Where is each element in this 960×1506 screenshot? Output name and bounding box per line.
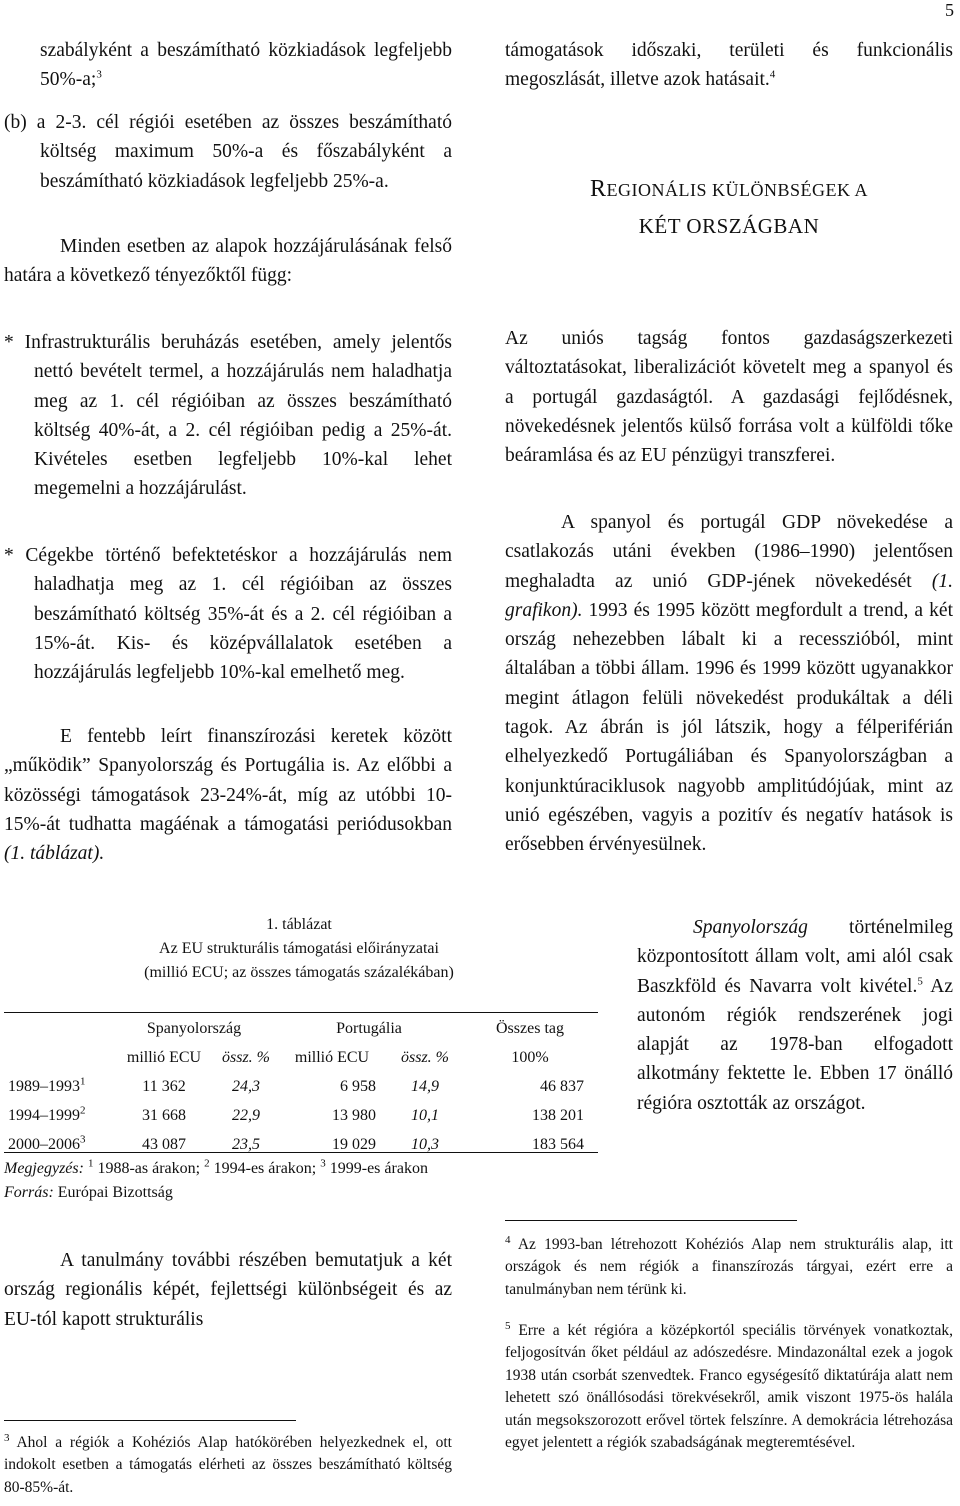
section-heading	[505, 171, 953, 244]
period-text: 1994–1999	[8, 1106, 80, 1124]
es-value: 11 362	[142, 1077, 186, 1095]
source-label: Forrás:	[4, 1184, 54, 1201]
right-paragraph-2-part-b: 1993 és 1995 között megfordult a trend, a két ország nehezebben lábalt ki a recesszióból, mint általában a többi állam. 1996 és 1999 között ugyanakkor megint átlagon felüli növekedést produkáltak a déli tagok. Az ábrán is jól látszik, hogy a félperiférián elhelyezkedő Portugáliában és Spanyolországban a konjunktúraciklusok nagyobb amplitúdójúak, mint az unió egészében, vagyis a pozitív és negatív hatások is erősebben érvényesülnek.	[505, 599, 953, 856]
pt-value: 13 980	[332, 1106, 376, 1124]
table-subtitle: (millió ECU; az összes támogatás százalékában)	[144, 964, 454, 981]
period-sup: 2	[80, 1104, 86, 1117]
left-paragraph-3: A tanulmány további részében bemutatjuk a két ország regionális képét, fejlettségi különbségeit és az EU-tól kapott strukturális	[4, 1250, 452, 1330]
subheader-pt-pct: össz. %	[400, 1048, 449, 1066]
footnote-4-text: Az 1993-ban létrehozott Kohéziós Alap nem strukturális alap, itt országok és nem régiók a finanszírozás tárgyai, ezért erre a tanulmányban nem térünk ki.	[505, 1236, 953, 1298]
period-sup: 1	[80, 1075, 86, 1088]
es-pct: 23,5	[232, 1135, 260, 1153]
right-paragraph-3-part-a: történelmileg központosított állam volt, ami alól csak Baszkföld és Navarra volt kivétel.	[637, 917, 953, 997]
table-title: Az EU strukturális támogatási előirányzatai	[159, 940, 439, 957]
table-label: 1. táblázat	[266, 916, 332, 933]
footnote-3	[4, 1432, 452, 1499]
section-heading-smallcaps: EGIONÁLIS KÜLÖNBSÉGEK A	[606, 180, 868, 200]
table-notes	[4, 1157, 604, 1205]
bullet-companies: * Cégekbe történő befektetéskor a hozzájárulás nem haladhatja meg az 1. cél régióiban az összes beszámítható költség 35%-át és a 2. cél régióiban a 15%-át. Kis- és középvállalatok esetében a hozzájárulás legfeljebb 10%-kal emelhető meg.	[4, 545, 452, 684]
note-2: 1994-es árakon;	[213, 1160, 317, 1177]
period-cell	[4, 1072, 112, 1101]
subheader-es-mecu: millió ECU	[126, 1048, 202, 1066]
footnote-ref-3: 3	[96, 68, 102, 81]
es-value: 43 087	[142, 1135, 186, 1153]
total-value: 46 837	[540, 1077, 584, 1095]
section-heading-initial: R	[589, 176, 607, 202]
table-subheader-row	[4, 1043, 598, 1072]
period-sup: 3	[80, 1133, 86, 1146]
table-row	[4, 1130, 598, 1159]
left-continued-text	[40, 36, 452, 95]
table-reference: (1. táblázat).	[4, 843, 105, 865]
footnote-5	[505, 1320, 953, 1454]
right-continued-text-body: támogatások időszaki, területi és funkcionális megoszlását, illetve azok hatásait.	[505, 40, 953, 91]
total-value: 183 564	[532, 1135, 584, 1153]
pt-value: 6 958	[340, 1077, 376, 1095]
footnote-4	[505, 1234, 953, 1301]
right-paragraph-2	[505, 508, 953, 860]
pt-value: 19 029	[332, 1135, 376, 1153]
es-pct: 22,9	[232, 1106, 260, 1124]
table-caption	[4, 913, 594, 985]
left-paragraph-1: Minden esetben az alapok hozzájárulásának felső határa a következő tényezőktől függ:	[4, 236, 452, 287]
pt-pct: 10,1	[411, 1106, 439, 1124]
list-item-b: (b) a 2-3. cél régiói esetében az összes beszámítható költség maximum 50%-a és főszabályként a beszámítható közkiadások legfeljebb 25%-a.	[4, 112, 452, 192]
table-row	[4, 1072, 598, 1101]
left-continued-text-body: szabályként a beszámítható közkiadások legfeljebb 50%-a;	[40, 40, 452, 91]
bullet-infrastructure: * Infrastrukturális beruházás esetében, amely jelentős nettó bevételt termel, a hozzájárulás nem haladhatja meg az 1. cél régióiban az összes beszámítható költség 40%-át, a 2. cél régióiban pedig a 25%-át. Kivételes esetben legfeljebb 10%-kal lehet megemelni a hozzájárulást.	[4, 332, 452, 500]
subheader-pt-mecu: millió ECU	[294, 1048, 370, 1066]
left-paragraph-2-body: E fentebb leírt finanszírozási keretek között „működik” Spanyolország és Portugália is. Az előbbi a közösségi támogatások 23-24%-át, míg az utóbbi 10-15%-át tudhatta magáénak a támogatási periódusokban	[4, 726, 452, 835]
subheader-es-pct: össz. %	[221, 1048, 270, 1066]
footnote-4-number: 4	[505, 1233, 511, 1246]
table-row	[4, 1101, 598, 1130]
period-cell	[4, 1101, 112, 1130]
pt-pct: 10,3	[411, 1135, 439, 1153]
header-spain: Spanyolország	[146, 1019, 242, 1037]
subheader-total: 100%	[511, 1048, 549, 1066]
right-paragraph-3	[637, 913, 953, 1118]
page-number: 5	[945, 0, 954, 20]
spain-italic: Spanyolország	[693, 917, 808, 938]
pt-pct: 14,9	[411, 1077, 439, 1095]
footnote-ref-4: 4	[769, 68, 776, 81]
note-label: Megjegyzés:	[4, 1160, 84, 1177]
footnote-ref-5: 5	[917, 975, 923, 988]
right-paragraph-2-part-a: A spanyol és portugál GDP növekedése a csatlakozás utáni években (1986–1990) jelentősen meghaladta az unió GDP-jének növekedését	[505, 512, 953, 592]
data-table	[4, 1012, 598, 1154]
table-subheader-empty	[4, 1043, 112, 1072]
footnote-divider-right	[505, 1220, 797, 1221]
right-paragraph-3-part-b: Az autonóm régiók rendszerének jogi alapját az 1978-ban elfogadott alkotmány fektette le. Ebben 17 önálló régióra osztották az országot.	[637, 975, 953, 1114]
table-grid	[4, 1014, 598, 1159]
footnote-5-number: 5	[505, 1319, 511, 1332]
note-1: 1988-as árakon;	[97, 1160, 201, 1177]
period-text: 1989–1993	[8, 1077, 80, 1095]
footnote-divider-left	[4, 1420, 296, 1421]
footnote-3-text: Ahol a régiók a Kohéziós Alap hatókörében helyezkednek el, ott indokolt esetben a támogatás elérheti az összes beszámítható költség 80-85%-át.	[4, 1434, 452, 1496]
section-heading-line-1	[505, 171, 953, 208]
left-paragraph-2	[4, 722, 452, 868]
footnote-3-number: 3	[4, 1431, 10, 1444]
period-cell	[4, 1130, 112, 1159]
graph-reference: (1. grafikon).	[505, 570, 953, 621]
table-header-row	[4, 1014, 598, 1043]
es-value: 31 668	[142, 1106, 186, 1124]
note-sup-3: 3	[320, 1157, 326, 1170]
period-text: 2000–2006	[8, 1135, 80, 1153]
source-text: Európai Bizottság	[57, 1184, 173, 1201]
note-sup-2: 2	[204, 1157, 210, 1170]
es-pct: 24,3	[232, 1077, 260, 1095]
note-3: 1999-es árakon	[329, 1160, 428, 1177]
right-paragraph-1: Az uniós tagság fontos gazdaságszerkezeti változtatásokat, liberalizációt követelt meg a spanyol és a portugál gazdaságtól. A gazdasági fejlődésnek, növekedésnek jelentős külső forrása volt a külföldi tőke beáramlása és az EU pénzügyi transzferei.	[505, 328, 953, 467]
table-source	[4, 1181, 604, 1205]
right-continued-text	[505, 36, 953, 95]
header-all-members: Összes tag	[496, 1019, 564, 1037]
footnote-5-text: Erre a két régióra a középkortól speciális törvények vonatkoztak, feljogosítván őket például az adószedésre. Mindazonáltal ezek a jogok 1938 után csorbát szenvedtek. Franco egységesítő diktatúrája alatt nem lehetett szó önállósodási törekvésekről, amik viszont 1975-ös halála után megsokszorozott erővel törtek felszínre. A demokrácia létrehozása egyet jelentett a régiók szabadságának megteremtésével.	[505, 1322, 954, 1452]
header-portugal: Portugália	[336, 1019, 402, 1037]
table-note	[4, 1157, 604, 1181]
table-header-empty	[4, 1014, 112, 1043]
section-heading-line-2: KÉT ORSZÁGBAN	[638, 214, 820, 238]
table-top-rule	[4, 1012, 598, 1013]
total-value: 138 201	[532, 1106, 584, 1124]
note-sup-1: 1	[87, 1157, 94, 1170]
